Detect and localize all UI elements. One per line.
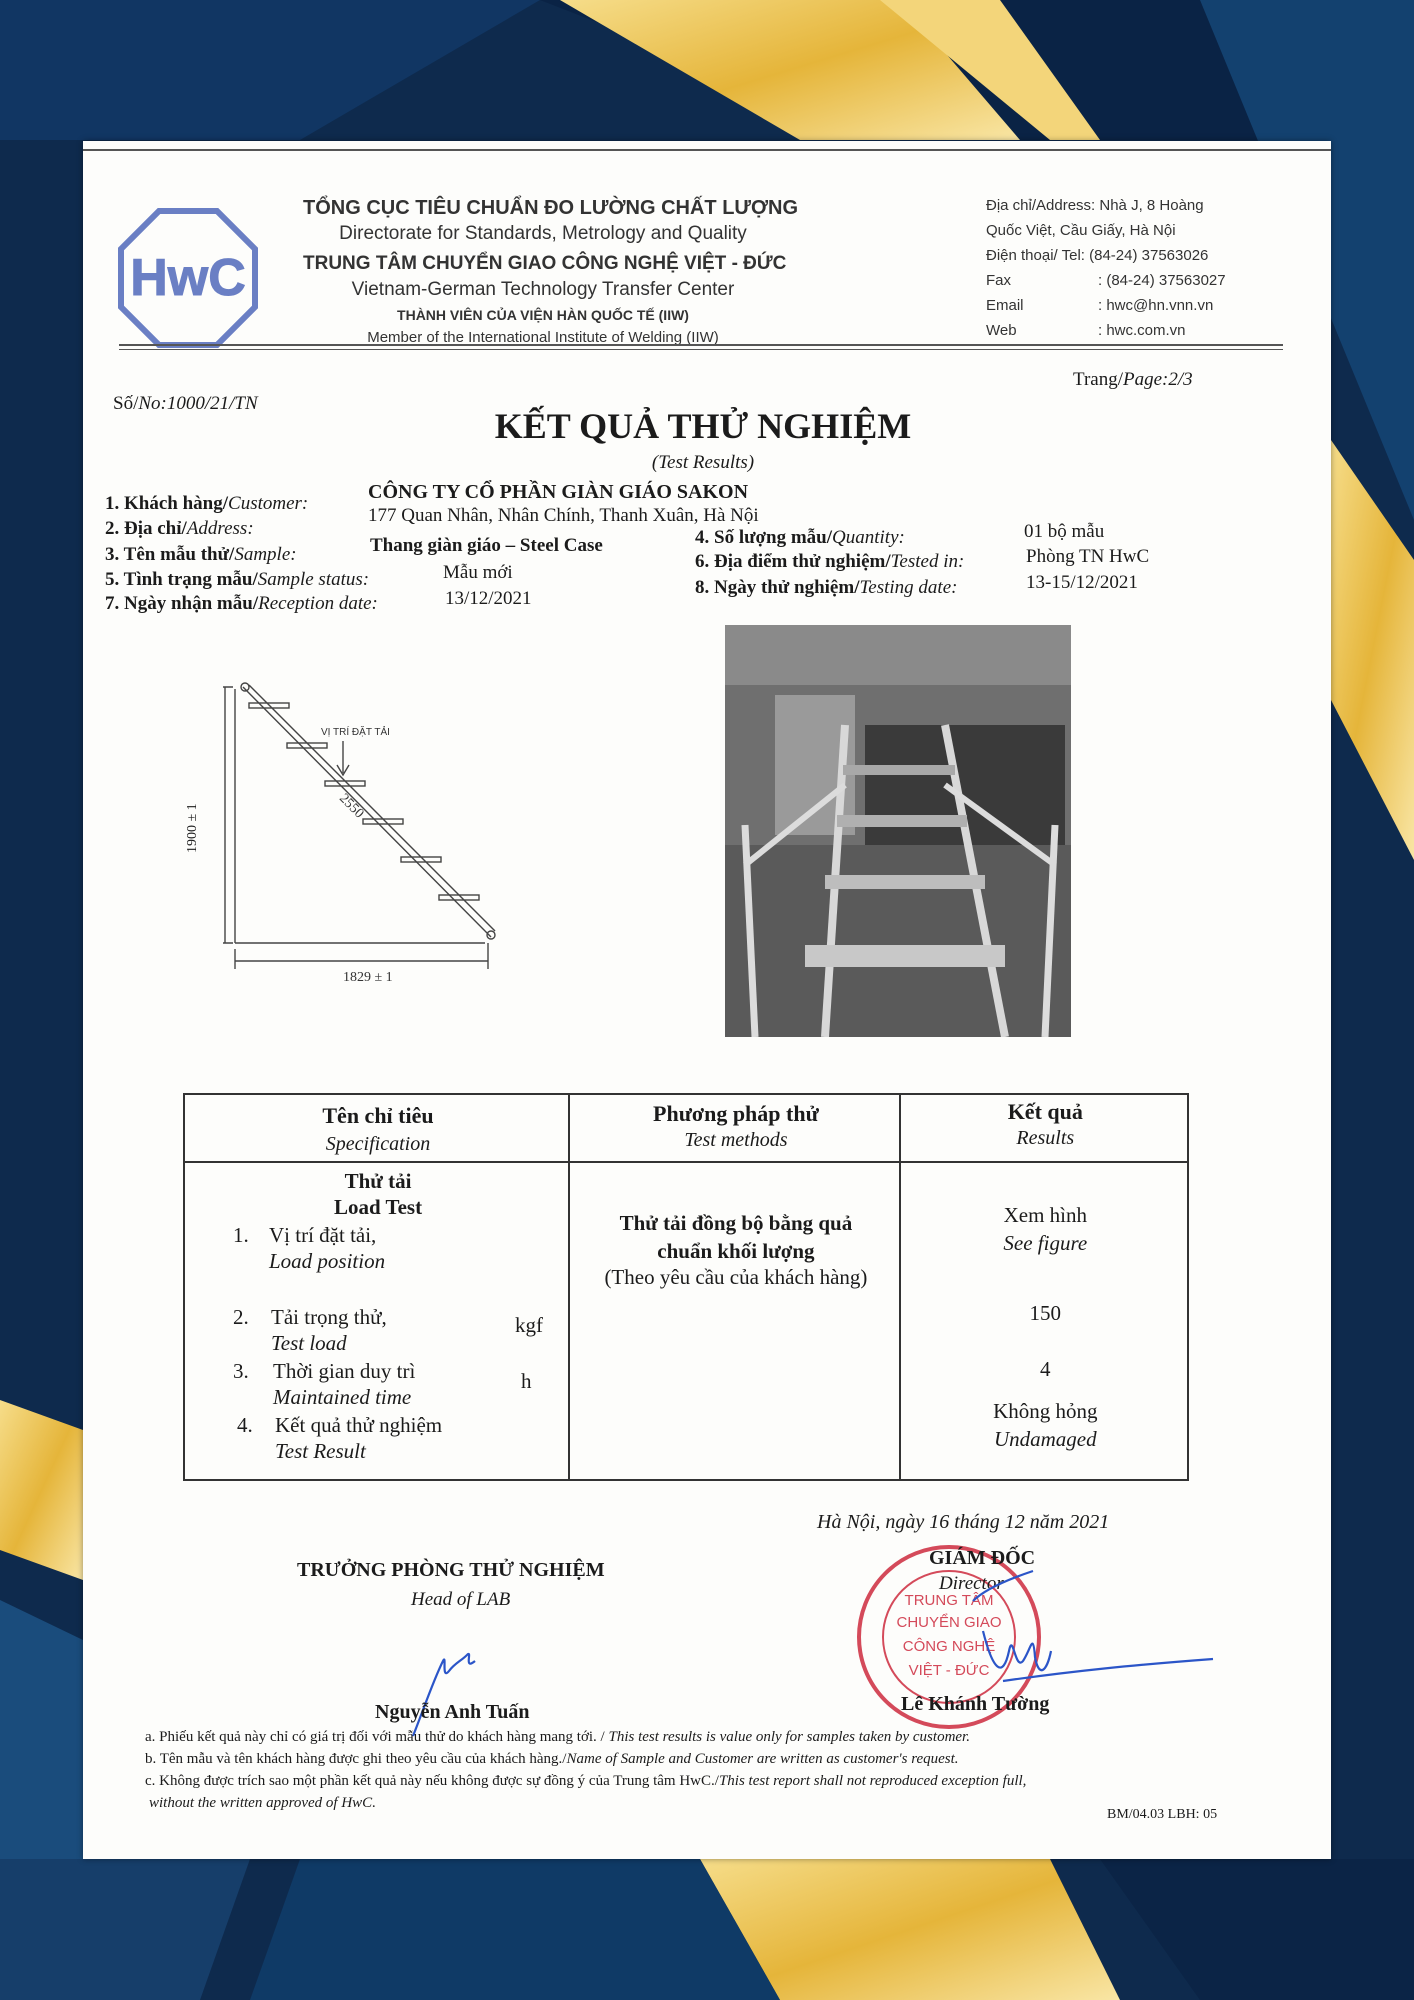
- address-line-2: Quốc Việt, Cầu Giấy, Hà Nội: [986, 222, 1176, 239]
- col-result-header: Kết quả: [1007, 1099, 1083, 1124]
- head-of-lab-title: TRƯỞNG PHÒNG THỬ NGHIỆM: [297, 1559, 605, 1581]
- result-1: Xem hình: [1003, 1203, 1087, 1227]
- report-subtitle: (Test Results): [651, 452, 755, 473]
- member-en: Member of the International Institute of Welding (IIW): [367, 329, 719, 346]
- page-number: Trang/Page:2/3: [1073, 369, 1193, 390]
- col-spec-header-en: Specification: [325, 1133, 431, 1155]
- email-value: : hwc@hn.vnn.vn: [1098, 297, 1214, 314]
- group-title: Thử tải: [344, 1169, 412, 1193]
- col-method-header-en: Test methods: [684, 1129, 788, 1151]
- customer-label: 1. Khách hàng/Customer:: [105, 493, 309, 514]
- load-position-label: VỊ TRÍ ĐẶT TẢI: [321, 727, 390, 738]
- note-b: b. Tên mẫu và tên khách hàng được ghi theo yêu cầu của khách hàng./Name of Sample and Customer are written as customer's request.: [145, 1751, 959, 1767]
- result-1-en: See figure: [1003, 1231, 1088, 1255]
- result-4-en: Undamaged: [993, 1427, 1097, 1451]
- org-name-en: Directorate for Standards, Metrology and Quality: [339, 223, 747, 244]
- sample-value: Thang giàn giáo – Steel Case: [370, 535, 603, 556]
- note-c: c. Không được trích sao một phần kết quả này nếu không được sự đồng ý của Trung tâm HwC./This test report shall not reproduced exception full,: [145, 1773, 1027, 1789]
- reception-label: 7. Ngày nhận mẫu/Reception date:: [105, 593, 378, 614]
- item-1-num: 1.: [233, 1223, 249, 1247]
- note-a: a. Phiếu kết quả này chỉ có giá trị đối với mẫu thử do khách hàng mang tới. / This test results is value only for samples taken by customer.: [145, 1729, 970, 1745]
- signing-date: Hà Nội, ngày 16 tháng 12 năm 2021: [817, 1511, 1110, 1533]
- item-4-label-en: Test Result: [275, 1439, 366, 1463]
- stamp-line-3: CÔNG NGHỆ: [902, 1638, 996, 1655]
- test-place-label: 6. Địa điểm thử nghiệm/Tested in:: [695, 551, 965, 572]
- director-signature: [923, 1561, 1223, 1691]
- height-dimension: 1900 ± 1: [185, 803, 200, 853]
- report-title: KẾT QUẢ THỬ NGHIỆM: [494, 406, 912, 446]
- group-title-en: Load Test: [333, 1195, 423, 1219]
- item-2-unit: kgf: [515, 1313, 543, 1337]
- fax-label: Fax: [986, 272, 1012, 289]
- contact-block: [986, 193, 1226, 343]
- ladder-drawing: [223, 681, 593, 991]
- director-name: Lê Khánh Tường: [901, 1693, 1050, 1715]
- stamp-line-2: CHUYỂN GIAO: [896, 1614, 1002, 1631]
- center-name-vi: TRUNG TÂM CHUYỂN GIAO CÔNG NGHỆ VIỆT - ĐỨC: [303, 253, 787, 274]
- address-label: 2. Địa chỉ/Address:: [105, 518, 254, 539]
- item-3-label: Thời gian duy trì: [273, 1359, 416, 1383]
- method-line-3: (Theo yêu cầu của khách hàng): [604, 1265, 868, 1289]
- item-4-label: Kết quả thử nghiệm: [275, 1413, 443, 1437]
- document-number: Số/No:1000/21/TN: [113, 393, 258, 414]
- item-1-label-en: Load position: [269, 1249, 386, 1273]
- sample-photo: [725, 625, 1071, 1037]
- testing-date-value: 13-15/12/2021: [1026, 572, 1138, 593]
- address-value: 177 Quan Nhân, Nhân Chính, Thanh Xuân, Hà Nội: [368, 505, 759, 526]
- results-table: [183, 1093, 1189, 1481]
- result-2: 150: [1029, 1301, 1062, 1325]
- logo-text: HwC: [130, 249, 246, 307]
- center-name-en: Vietnam-German Technology Transfer Center: [351, 279, 735, 300]
- head-of-lab-name: Nguyễn Anh Tuấn: [375, 1701, 530, 1723]
- result-4: Không hỏng: [993, 1399, 1098, 1423]
- head-of-lab-title-en: Head of LAB: [411, 1589, 511, 1610]
- length-dimension: 2550: [336, 791, 367, 822]
- org-name-vi: TỔNG CỤC TIÊU CHUẨN ĐO LƯỜNG CHẤT LƯỢNG: [303, 197, 799, 219]
- method-line-1: Thử tải đồng bộ bằng quả: [619, 1211, 853, 1235]
- customer-value: CÔNG TY CỔ PHẦN GIÀN GIÁO SAKON: [368, 481, 749, 503]
- tel-line: Điện thoại/ Tel: (84-24) 37563026: [986, 247, 1209, 264]
- form-code: BM/04.03 LBH: 05: [1107, 1807, 1218, 1822]
- test-report-page: [83, 141, 1331, 1859]
- quantity-label: 4. Số lượng mẫu/Quantity:: [695, 527, 905, 548]
- table-row: [184, 1162, 1188, 1480]
- col-spec-header: Tên chỉ tiêu: [322, 1103, 434, 1128]
- quantity-value: 01 bộ mẫu: [1024, 521, 1105, 542]
- director-title: GIÁM ĐỐC: [929, 1547, 1036, 1569]
- status-label: 5. Tình trạng mẫu/Sample status:: [105, 569, 370, 590]
- table-header-row: [184, 1094, 1188, 1162]
- stamp-line-1: TRUNG TÂM: [904, 1592, 994, 1609]
- item-4-num: 4.: [237, 1413, 253, 1437]
- item-1-label: Vị trí đặt tải,: [269, 1223, 377, 1247]
- item-3-num: 3.: [233, 1359, 249, 1383]
- email-label: Email: [986, 297, 1024, 314]
- sample-label: 3. Tên mẫu thử/Sample:: [105, 544, 297, 565]
- item-2-label-en: Test load: [271, 1331, 347, 1355]
- note-c-continued: without the written approved of HwC.: [149, 1795, 376, 1811]
- status-value: Mẫu mới: [443, 562, 513, 583]
- web-label: Web: [986, 322, 1017, 339]
- item-3-unit: h: [521, 1369, 532, 1393]
- item-2-label: Tải trọng thử,: [271, 1305, 387, 1329]
- method-line-2: chuẩn khối lượng: [657, 1239, 815, 1263]
- width-dimension: 1829 ± 1: [343, 970, 393, 985]
- item-3-label-en: Maintained time: [273, 1385, 412, 1409]
- ladder-photo-illustration: [725, 625, 1071, 1037]
- test-place-value: Phòng TN HwC: [1026, 546, 1150, 567]
- member-vi: THÀNH VIÊN CỦA VIỆN HÀN QUỐC TẾ (IIW): [397, 307, 689, 323]
- testing-date-label: 8. Ngày thử nghiệm/Testing date:: [695, 577, 958, 598]
- result-3: 4: [1040, 1357, 1051, 1381]
- address-line-1: Địa chỉ/Address: Nhà J, 8 Hoàng: [986, 197, 1204, 214]
- reception-value: 13/12/2021: [445, 588, 532, 609]
- web-value: : hwc.com.vn: [1098, 322, 1186, 339]
- stamp-line-4: VIỆT - ĐỨC: [908, 1662, 990, 1679]
- hwc-logo: [117, 207, 259, 349]
- fax-value: : (84-24) 37563027: [1098, 272, 1226, 289]
- col-result-header-en: Results: [1016, 1127, 1075, 1149]
- director-title-en: Director: [939, 1573, 1004, 1594]
- col-method-header: Phương pháp thử: [653, 1101, 819, 1126]
- item-2-num: 2.: [233, 1305, 249, 1329]
